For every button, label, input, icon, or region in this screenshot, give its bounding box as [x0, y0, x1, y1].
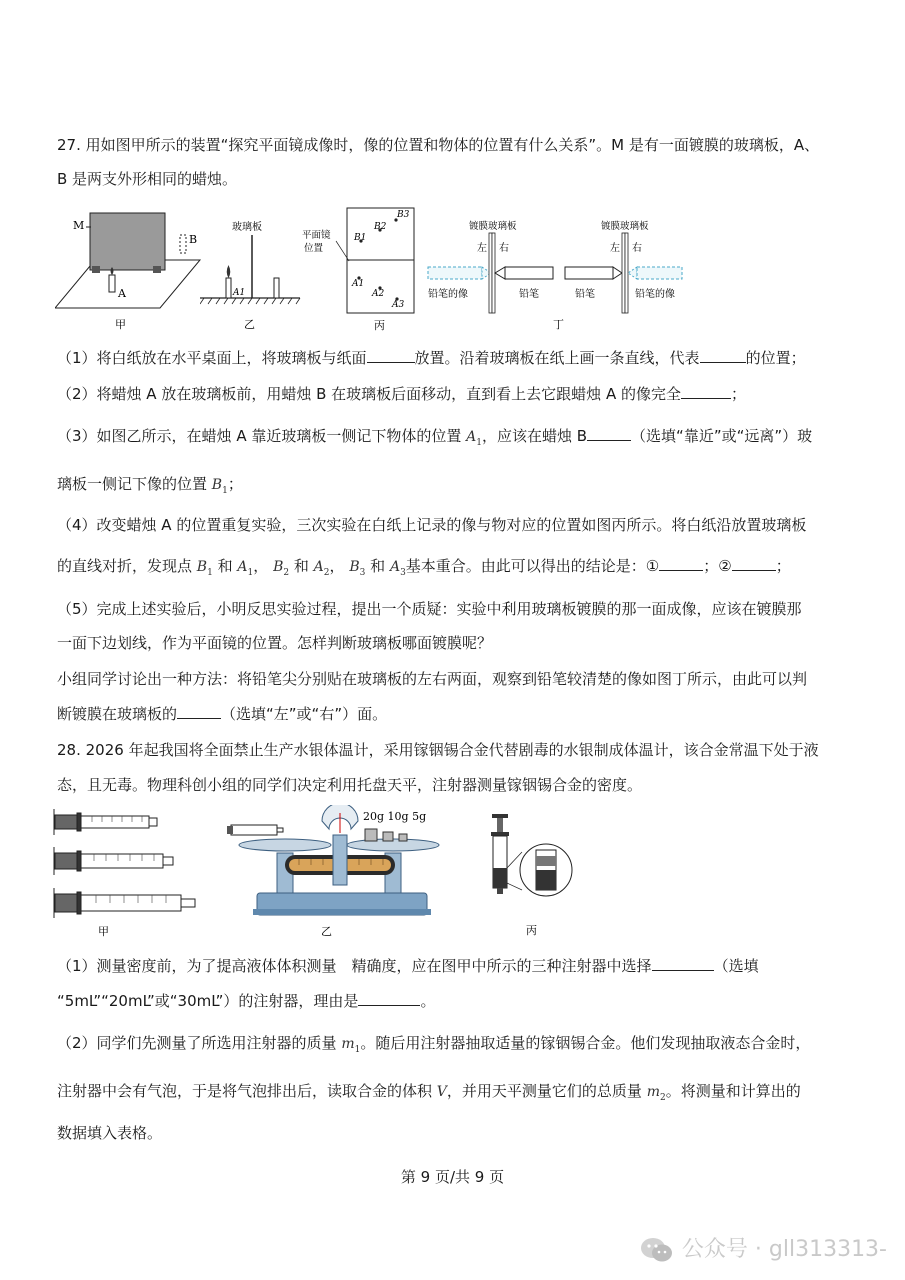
watermark-text: 公众号 · gll313313- [681, 1237, 887, 1262]
label-right-1: 右 [499, 243, 509, 254]
q27-part2: （2）将蜡烛 A 放在玻璃板前，用蜡烛 B 在玻璃板后面移动，直到看上去它跟蜡烛 A 的像完全 ； [57, 385, 746, 403]
caption-jia: 甲 [115, 318, 126, 331]
q28-part1-line2: “5mL”“20mL”或“30mL”）的注射器，理由是 。 [57, 992, 436, 1010]
answer-blank[interactable] [732, 556, 776, 571]
q28-part1-line1: （1）测量密度前，为了提高液体体积测量 精确度，应在图甲中所示的三种注射器中选择 （选填 [57, 957, 759, 975]
label-pencil-image-2: 铅笔的像 [635, 289, 675, 300]
label-coated-glass-2: 镀膜玻璃板 [601, 221, 649, 232]
answer-blank[interactable] [659, 556, 703, 571]
caption-ding: 丁 [553, 318, 564, 331]
q28-part2-line1: （2）同学们先测量了所选用注射器的质量 $m_1$。随后用注射器抽取适量的镓铟锡合金。他们发现抽取液态合金时， [57, 1034, 811, 1055]
q28-figure-yi [225, 805, 450, 940]
label-B: B [189, 233, 198, 246]
label-A: A [118, 287, 126, 300]
answer-blank[interactable] [177, 704, 221, 719]
point-A3: A3 [392, 300, 405, 310]
point-B1: B1 [354, 233, 367, 243]
q27-figure-yi [200, 210, 315, 335]
q27-part3-line2: 璃板一侧记下像的位置 $B_1$； [57, 475, 243, 496]
q27-stem-line1: 27. 用如图甲所示的装置“探究平面镜成像时，像的位置和物体的位置有什么关系”。M 是有一面镀膜的玻璃板，A、 [57, 136, 820, 154]
answer-blank[interactable] [587, 426, 631, 441]
weights-label: 20g 10g 5g [363, 810, 427, 823]
q28-stem-line2: 态，且无毒。物理科创小组的同学们决定利用托盘天平，注射器测量镓铟锡合金的密度。 [57, 776, 643, 794]
q27-part4-line2: 的直线对折，发现点 $B_1$ 和 $A_1$， $B_2$ 和 $A_2$， $B_3$ 和 $A_3$基本重合。由此可以得出的结论是：① ；② ； [57, 557, 791, 578]
label-pencil-image-1: 铅笔的像 [428, 289, 468, 300]
q28-figure-bing [480, 808, 580, 940]
label-coated-glass-1: 镀膜玻璃板 [469, 221, 517, 232]
q27-figure-jia [55, 205, 205, 335]
q28-part2-line3: 数据填入表格。 [57, 1124, 163, 1142]
answer-blank[interactable] [652, 956, 714, 971]
label-pencil-2: 铅笔 [575, 289, 595, 300]
label-glass: 玻璃板 [232, 222, 262, 233]
label-pencil-1: 铅笔 [519, 289, 539, 300]
q27-part5-line3: 小组同学讨论出一种方法：将铅笔尖分别贴在玻璃板的左右两面，观察到铅笔较清楚的像如图丁所示，由此可以判 [57, 670, 808, 688]
label-mirror-2: 位置 [304, 243, 324, 254]
answer-blank[interactable] [358, 991, 420, 1006]
caption-yi: 乙 [244, 318, 255, 331]
answer-blank[interactable] [700, 348, 746, 363]
q27-stem-line2: B 是两支外形相同的蜡烛。 [57, 170, 238, 188]
q28-figure-jia [52, 805, 212, 940]
q27-part4-line1: （4）改变蜡烛 A 的位置重复实验，三次实验在白纸上记录的像与物对应的位置如图丙所示。将白纸沿放置玻璃板 [57, 516, 807, 534]
q27-figure-ding [425, 215, 700, 335]
q28-stem-line1: 28. 2026 年起我国将全面禁止生产水银体温计，采用镓铟锡合金代替剧毒的水银制成体温计，该合金常温下处于液 [57, 741, 819, 759]
caption-yi: 乙 [321, 925, 332, 938]
q27-part5-line2: 一面下边划线，作为平面镜的位置。怎样判断玻璃板哪面镀膜呢？ [57, 634, 493, 652]
q27-part5-line4: 断镀膜在玻璃板的 （选填“左”或“右”）面。 [57, 705, 388, 723]
page-footer: 第 9 页/共 9 页 [400, 1168, 505, 1186]
point-B3: B3 [397, 210, 410, 220]
q27-part5-line1: （5）完成上述实验后，小明反思实验过程，提出一个质疑：实验中利用玻璃板镀膜的那一面成像，应该在镀膜那 [57, 600, 802, 618]
watermark [640, 1232, 887, 1264]
point-B2: B2 [374, 222, 387, 232]
label-left-1: 左 [477, 243, 487, 254]
q28-part2-line2: 注射器中会有气泡，于是将气泡排出后，读取合金的体积 V，并用天平测量它们的总质量 $m_2$。将测量和计算出的 [57, 1082, 801, 1103]
answer-blank[interactable] [681, 384, 731, 399]
point-A1: A1 [352, 279, 365, 289]
label-right-2: 右 [632, 243, 642, 254]
q27-part3-line1: （3）如图乙所示，在蜡烛 A 靠近玻璃板一侧记下物体的位置 $A_1$，应该在蜡烛 B （选填“靠近”或“远离”）玻 [57, 427, 813, 448]
q27-part1: （1）将白纸放在水平桌面上，将玻璃板与纸面 放置。沿着玻璃板在纸上画一条直线，代表 的位置； [57, 349, 806, 367]
caption-bing: 丙 [526, 924, 537, 937]
label-left-2: 左 [610, 243, 620, 254]
answer-blank[interactable] [367, 348, 415, 363]
label-A1: A1 [233, 288, 246, 298]
caption-bing: 丙 [374, 319, 385, 332]
point-A2: A2 [372, 289, 385, 299]
label-mirror-1: 平面镜 [302, 230, 331, 241]
label-M: M [73, 219, 85, 232]
q27-figure-bing [300, 205, 420, 335]
caption-jia: 甲 [98, 925, 109, 938]
wechat-icon [640, 1236, 674, 1264]
